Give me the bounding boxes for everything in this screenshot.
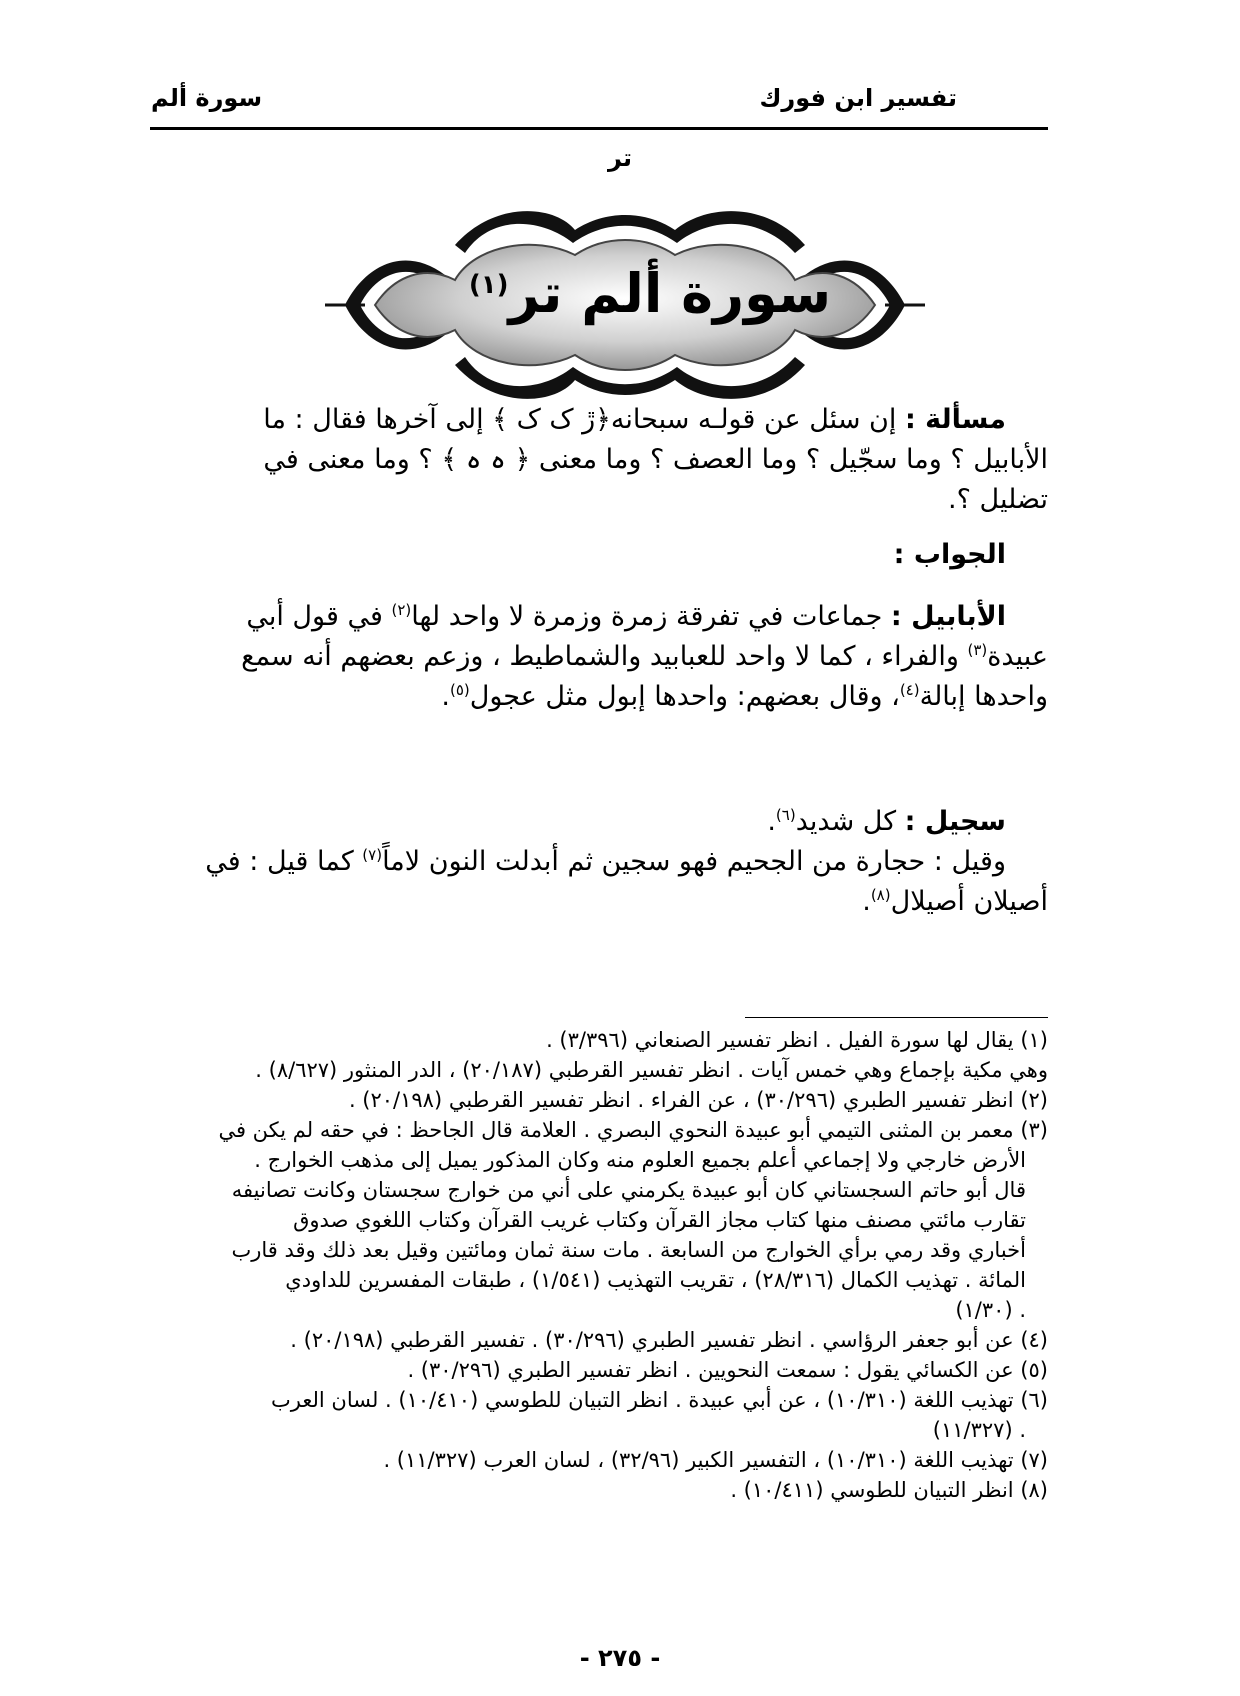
question-label: مسألة : [904,404,1006,435]
footnote-1b: وهي مكية بإجماع وهي خمس آيات . انظر تفسير القرطبي (٢٠/١٨٧) ، الدر المنثور (٨/٦٢٧) . [255,1058,1048,1082]
surah-running-title: سورة ألم [151,84,263,112]
footnote-3-line-2: الأرض خارجي ولا إجماعي أعلم بجميع العلوم منه وكان المذكور يميل إلى مذهب الخوارج . [254,1148,1026,1172]
page-number: - ٢٧٥ - [579,1644,661,1672]
sijjil-text: كل شديد [795,806,905,837]
footnote-3-line-4: تقارب مائتي مصنف منها كتاب مجاز القرآن وكتاب غريب القرآن وكتاب اللغوي صدوق [293,1208,1026,1232]
footnote-ref-7: (٧) [362,846,383,864]
sijjil-text-2b: كما قيل : في [205,846,363,877]
footnote-ref-4: (٤) [899,681,920,699]
running-word: تر [608,144,632,172]
answer-heading-text: الجواب : [893,539,1006,570]
sijjil-text-3b: . [862,886,871,917]
book-title: تفسير ابن فورك [759,84,957,112]
footnote-7: (٧) تهذيب اللغة (١٠/٣١٠) ، التفسير الكبير (٣٢/٩٦) ، لسان العرب (١١/٣٢٧) . [383,1448,1048,1472]
footnote-3-line-1: (٣) معمر بن المثنى التيمي أبو عبيدة النحوي البصري . العلامة قال الجاحظ : في حقه لم يكن في [218,1118,1048,1142]
footnote-4: (٤) عن أبو جعفر الرؤاسي . انظر تفسير الطبري (٣٠/٢٩٦) . تفسير القرطبي (٢٠/١٩٨) . [290,1328,1048,1352]
footnote-ref-8: (٨) [870,886,891,904]
sijjil-end: . [767,806,776,837]
ababil-text-3c: . [441,681,450,712]
footnote-3-line-3: قال أبو حاتم السجستاني كان أبو عبيدة يكرمني على أني من خوارج سجستان وكانت تصانيفه [231,1178,1026,1202]
footnote-3-line-6: المائة . تهذيب الكمال (٢٨/٣١٦) ، تقريب التهذيب (١/٥٤١) ، طبقات المفسرين للداودي [285,1268,1026,1292]
surah-title-text: سورة ألم تر [508,262,832,325]
footnote-6-line-1: (٦) تهذيب اللغة (١٠/٣١٠) ، عن أبي عبيدة . انظر التبيان للطوسي (١٠/٤١٠) . لسان العرب [271,1388,1048,1412]
ababil-text-1a: جماعات في تفرقة زمرة وزمرة لا واحد لها [411,601,883,632]
ababil-label: الأبابيل : [890,601,1006,632]
footnote-ref-2: (٢) [391,601,412,619]
footnote-3-line-7: (١/٣٠) . [955,1298,1026,1322]
footnote-ref-6: (٦) [775,806,796,824]
ababil-text-3a: واحدها إبالة [919,681,1048,712]
footnote-1a: (١) يقال لها سورة الفيل . انظر تفسير الصنعاني (٣/٣٩٦) . [546,1028,1048,1052]
question-line-3: تضليل ؟. [948,484,1048,515]
question-text-1: إن سئل عن قولـه سبحانه﴿ڙ ک ک ﴾ إلى آخرها فقال : ما [263,404,897,435]
surah-title [430,262,870,325]
sijjil-label: سجيل : [904,806,1006,837]
ababil-text-2b: والفراء ، كما لا واحد للعبابيد والشماطيط ، وزعم بعضهم أنه سمع [241,641,968,672]
answer-heading [150,535,1048,575]
footnote-2: (٢) انظر تفسير الطبري (٣٠/٢٩٦) ، عن الفراء . انظر تفسير القرطبي (٢٠/١٩٨) . [348,1088,1048,1112]
footnote-3-line-5: أخباري وقد رمي برأي الخوارج من السابعة . مات سنة ثمان ومائتين وقيل بعد ذلك وقد قارب [231,1238,1026,1262]
sijjil-text-2a: وقيل : حجارة من الجحيم فهو سجين ثم أبدلت النون لاماً [382,846,1006,877]
footnote-5: (٥) عن الكسائي يقول : سمعت النحويين . انظر تفسير الطبري (٣٠/٢٩٦) . [407,1358,1048,1382]
sijjil-text-3a: أصيلان أصيلال [890,886,1048,917]
ababil-text-2a: عبيدة [987,641,1048,672]
header-divider [150,127,1048,130]
footnote-divider [745,1017,1048,1018]
sijjil-line-3 [150,875,1048,922]
question-line-2: الأبابيل ؟ وما سجّيل ؟ وما العصف ؟ وما معنى ﴿ ہ ہ ﴾ ؟ وما معنى في [263,444,1048,475]
footnote-ref-3: (٣) [967,641,988,659]
ababil-line-3 [150,670,1048,717]
footnote-6-line-2: (١١/٣٢٧) . [932,1418,1026,1442]
footnote-ref-5: (٥) [449,681,470,699]
ababil-text-3b: ، وقال بعضهم: واحدها إبول مثل عجول [469,681,900,712]
ababil-text-1b: في قول أبي [246,601,392,632]
footnote-8: (٨) انظر التبيان للطوسي (١٠/٤١١) . [730,1478,1048,1502]
question-line-1 [150,400,1048,440]
footnote-ref-1: (١) [468,270,509,300]
